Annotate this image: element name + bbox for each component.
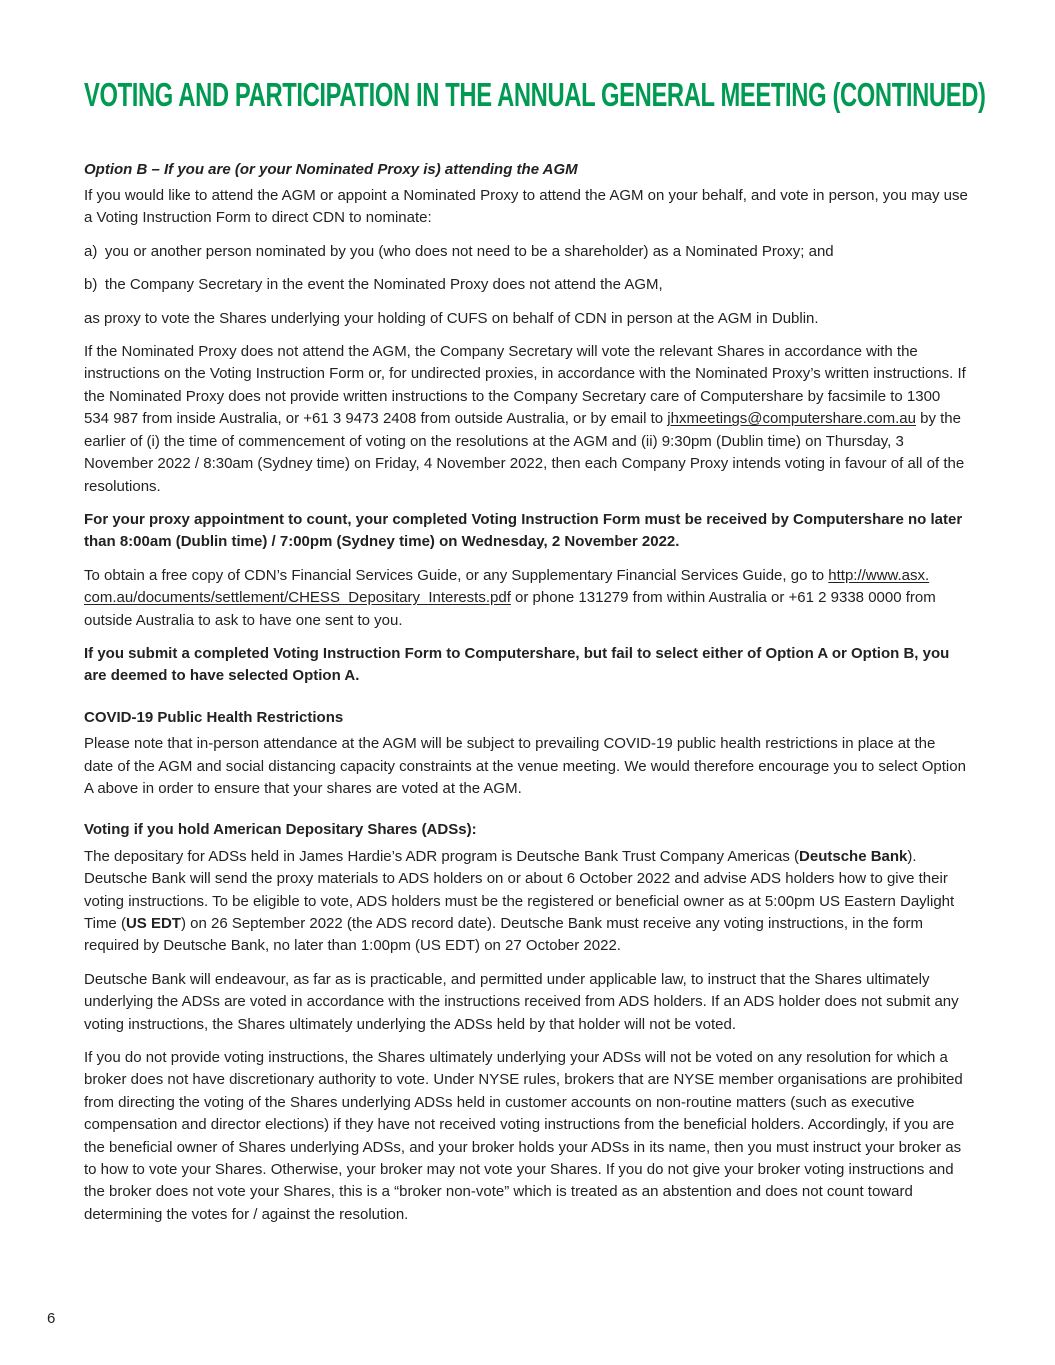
paragraph <box>84 643 968 688</box>
paragraph <box>84 509 968 554</box>
text-run: a) you or another person nominated by you (who does not need to be a shareholder) as a Nominated Proxy; and <box>84 242 834 260</box>
text-run: The depositary for ADSs held in James Hardie’s ADR program is Deutsche Bank Trust Company Americas ( <box>84 847 800 865</box>
text-run: ). Deutsche Bank will send the proxy materials to ADS holders on or about 6 October 2022 and advise ADS holders how to give their voting instructions. To be eligible to vote, ADS holders must be the registered or beneficial owner as at 5:00pm US Eastern Daylight Time ( <box>84 847 955 933</box>
paragraph <box>84 733 968 800</box>
text-run: If the Nominated Proxy does not attend the AGM, the Company Secretary will vote the relevant Shares in accordance with the instructions on the Voting Instruction Form or, for undirected proxies, in accordance with the Nominated Proxy’s written instructions. If the Nominated Proxy does not provide written instructions to the Company Secretary care of Computershare by facsimile to 1300 534 987 from inside Australia, or +61 3 9473 2408 from outside Australia, or by email to <box>84 343 966 428</box>
section-heading: Option B – If you are (or your Nominated Proxy is) attending the AGM <box>84 160 578 178</box>
text-run: If you submit a completed Voting Instruction Form to Computershare, but fail to select either of Option A or Option B, you are deemed to have selected Option A. <box>84 644 950 685</box>
paragraph <box>84 565 968 632</box>
link[interactable]: com.au/documents/settlement/CHESS_Depositary_Interests.pdf <box>84 589 511 607</box>
text-run: For your proxy appointment to count, your completed Voting Instruction Form must be received by Computershare no later than 8:00am (Dublin time) / 7:00pm (Sydney time) on Wednesday, 2 November 2022. <box>84 510 963 551</box>
text-run: by the earlier of (i) the time of commencement of voting on the resolutions at the AGM and (ii) 9:30pm (Dublin time) on Thursday, 3 November 2022 / 8:30am (Sydney time) on Friday, 4 November 2022, then each Company Proxy intends voting in favour of all of the resolutions. <box>84 410 965 495</box>
link[interactable]: jhxmeetings@ <box>667 410 763 428</box>
text-run: Deutsche Bank <box>799 847 908 865</box>
list-item <box>84 274 968 296</box>
section-heading: Voting if you hold American Depositary Shares (ADSs): <box>84 821 477 839</box>
paragraph <box>84 846 968 958</box>
paragraph <box>84 341 968 498</box>
page-number: 6 <box>47 1310 56 1327</box>
paragraph <box>84 185 968 230</box>
section-heading: COVID-19 Public Health Restrictions <box>84 708 344 726</box>
list-item <box>84 241 968 263</box>
paragraph <box>84 969 968 1036</box>
text-run: To obtain a free copy of CDN’s Financial Services Guide, or any Supplementary Financial Services Guide, go to <box>84 566 829 584</box>
text-run: as proxy to vote the Shares underlying your holding of CUFS on behalf of CDN in person at the AGM in Dublin. <box>84 309 819 327</box>
page-title <box>84 76 986 113</box>
text-run: If you would like to attend the AGM or appoint a Nominated Proxy to attend the AGM on your behalf, and vote in person, you may use a Voting Instruction Form to direct CDN to nominate: <box>84 187 968 227</box>
link[interactable]: computershare.com.au <box>762 410 916 428</box>
text-run: Deutsche Bank will endeavour, as far as is practicable, and permitted under applicable law, to instruct that the Shares ultimately underlying the ADSs are voted in accordance with the instructions received from ADS holders. If an ADS holder does not submit any voting instructions, the Shares ultimately underlying the ADSs held by that holder will not be voted. <box>84 970 959 1033</box>
document-body <box>84 159 968 1227</box>
text-run: If you do not provide voting instructions, the Shares ultimately underlying your ADSs will not be voted on any resolution for which a broker does not have discretionary authority to vote. Under NYSE rules, brokers that are NYSE member organisations are prohibited from directing the voting of the Shares underlying ADSs held in customer accounts on non-routine matters (such as executive compensation and director elections) if they have not received voting instructions from the beneficial holders. Accordingly, if you are the beneficial owner of Shares underlying ADSs, and your broker holds your ADSs in its name, then you must instruct your broker as to how to vote your Shares. Otherwise, your broker may not vote your Shares. If you do not give your broker voting instructions and the broker does not vote your Shares, this is a “broker non-vote” which is treated as an abstention and does not count toward determining the votes for / against the resolution. <box>84 1049 963 1223</box>
paragraph <box>84 1047 968 1226</box>
text-run: Please note that in-person attendance at the AGM will be subject to prevailing COVID-19 public health restrictions in place at the date of the AGM and social distancing capacity constraints at the venue meeting. We would therefore encourage you to select Option A above in order to ensure that your shares are voted at the AGM. <box>84 735 966 797</box>
link[interactable]: http://www.asx. <box>828 566 930 584</box>
text-run: b) the Company Secretary in the event the Nominated Proxy does not attend the AGM, <box>84 276 663 294</box>
page-title-text: VOTING AND PARTICIPATION IN THE ANNUAL GENERAL MEETING (CONTINUED) <box>84 76 986 113</box>
text-run: US EDT <box>125 915 181 933</box>
document-page <box>84 76 986 1237</box>
text-run: ) on 26 September 2022 (the ADS record date). Deutsche Bank must receive any voting instructions, in the form required by Deutsche Bank, no later than 1:00pm (US EDT) on 27 October 2022. <box>84 915 924 955</box>
text-run: or phone 131279 from within Australia or +61 2 9338 0000 from outside Australia to ask to have one sent to you. <box>84 589 936 629</box>
paragraph <box>84 308 968 330</box>
